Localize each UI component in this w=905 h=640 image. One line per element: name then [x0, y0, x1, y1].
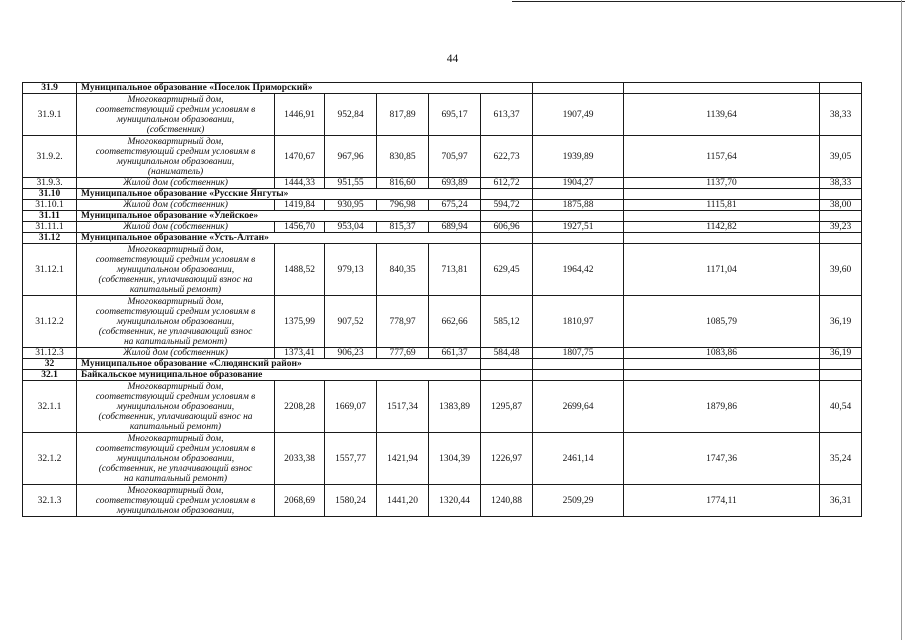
value-cell: 930,95	[325, 200, 377, 211]
value-cell: 1747,36	[624, 433, 820, 485]
description-line: (собственник, не уплачивающий взнос	[98, 326, 253, 337]
value-cell: 1139,64	[624, 94, 820, 136]
row-code: 32.1.3	[23, 485, 77, 517]
description-line: муниципальном образовании,	[116, 401, 235, 412]
value-cell: 1557,77	[325, 433, 377, 485]
table-body	[23, 83, 862, 517]
value-cell: 1488,52	[275, 244, 325, 296]
value-cell: 1157,64	[624, 136, 820, 178]
empty-cell	[481, 370, 533, 381]
section-header-row	[23, 233, 862, 244]
description-line: Жилой дом (собственник)	[123, 348, 228, 358]
value-cell: 38,33	[820, 178, 862, 189]
description-line: муниципальном образовании,	[116, 156, 235, 167]
description-line: соответствующий средним условиям в	[95, 104, 256, 115]
row-description	[77, 222, 275, 233]
description-line: соответствующий средним условиям в	[95, 254, 256, 265]
description-line: соответствующий средним условиям в	[95, 443, 256, 454]
value-cell: 36,19	[820, 296, 862, 348]
empty-cell	[820, 359, 862, 370]
empty-cell	[820, 370, 862, 381]
value-cell: 1441,20	[377, 485, 429, 517]
table-row	[23, 244, 862, 296]
value-cell: 840,35	[377, 244, 429, 296]
row-description	[77, 296, 275, 348]
row-code: 31.9.3.	[23, 178, 77, 189]
empty-cell	[624, 211, 820, 222]
row-code: 31.12.2	[23, 296, 77, 348]
value-cell: 1810,97	[533, 296, 624, 348]
table-row	[23, 178, 862, 189]
value-cell: 38,00	[820, 200, 862, 211]
value-cell: 36,31	[820, 485, 862, 517]
section-header-row	[23, 211, 862, 222]
value-cell: 1171,04	[624, 244, 820, 296]
value-cell: 1927,51	[533, 222, 624, 233]
section-title: Муниципальное образование «Слюдянский район»	[77, 359, 481, 370]
value-cell: 1373,41	[275, 348, 325, 359]
value-cell: 661,37	[429, 348, 481, 359]
description-line: капитальный ремонт)	[129, 421, 222, 432]
value-cell: 35,24	[820, 433, 862, 485]
value-cell: 906,23	[325, 348, 377, 359]
value-cell: 594,72	[481, 200, 533, 211]
description-line: соответствующий средним условиям в	[95, 495, 256, 506]
section-title: Муниципальное образование «Улейское»	[77, 211, 481, 222]
section-header-row	[23, 83, 862, 94]
tariff-table	[22, 82, 862, 517]
description-line: муниципальном образовании,	[116, 505, 235, 516]
value-cell: 713,81	[429, 244, 481, 296]
empty-cell	[533, 211, 624, 222]
description-line: (наниматель)	[147, 166, 204, 177]
value-cell: 1875,88	[533, 200, 624, 211]
description-line: соответствующий средним условиям в	[95, 391, 256, 402]
table-row	[23, 381, 862, 433]
value-cell: 1383,89	[429, 381, 481, 433]
value-cell: 2699,64	[533, 381, 624, 433]
value-cell: 1964,42	[533, 244, 624, 296]
value-cell: 1083,86	[624, 348, 820, 359]
scan-right-edge	[901, 0, 902, 640]
value-cell: 1580,24	[325, 485, 377, 517]
table-row	[23, 296, 862, 348]
value-cell: 39,05	[820, 136, 862, 178]
value-cell: 1774,11	[624, 485, 820, 517]
value-cell: 778,97	[377, 296, 429, 348]
value-cell: 1939,89	[533, 136, 624, 178]
value-cell: 39,23	[820, 222, 862, 233]
value-cell: 1304,39	[429, 433, 481, 485]
value-cell: 584,48	[481, 348, 533, 359]
value-cell: 2208,28	[275, 381, 325, 433]
value-cell: 951,55	[325, 178, 377, 189]
description-line: Жилой дом (собственник)	[123, 200, 228, 210]
description-line: Многоквартирный дом,	[127, 244, 224, 255]
value-cell: 1240,88	[481, 485, 533, 517]
empty-cell	[624, 233, 820, 244]
table-row	[23, 222, 862, 233]
description-line: муниципальном образовании,	[116, 453, 235, 464]
value-cell: 39,60	[820, 244, 862, 296]
empty-cell	[624, 370, 820, 381]
value-cell: 2033,38	[275, 433, 325, 485]
section-header-row	[23, 359, 862, 370]
value-cell: 662,66	[429, 296, 481, 348]
value-cell: 1470,67	[275, 136, 325, 178]
value-cell: 693,89	[429, 178, 481, 189]
value-cell: 953,04	[325, 222, 377, 233]
empty-cell	[533, 370, 624, 381]
table-row	[23, 348, 862, 359]
description-line: (собственник, уплачивающий взнос на	[98, 274, 253, 285]
empty-cell	[481, 359, 533, 370]
row-code: 31.9.1	[23, 94, 77, 136]
empty-cell	[481, 233, 533, 244]
description-line: муниципальном образовании,	[116, 114, 235, 125]
value-cell: 979,13	[325, 244, 377, 296]
row-code: 31.12.3	[23, 348, 77, 359]
value-cell: 689,94	[429, 222, 481, 233]
row-description	[77, 200, 275, 211]
scan-top-line	[512, 1, 905, 2]
section-title: Муниципальное образование «Усть-Алтан»	[77, 233, 481, 244]
value-cell: 1085,79	[624, 296, 820, 348]
row-description	[77, 433, 275, 485]
description-line: Многоквартирный дом,	[127, 94, 224, 105]
row-code: 31.12.1	[23, 244, 77, 296]
empty-cell	[624, 189, 820, 200]
value-cell: 585,12	[481, 296, 533, 348]
value-cell: 1446,91	[275, 94, 325, 136]
value-cell: 1444,33	[275, 178, 325, 189]
row-code: 31.11.1	[23, 222, 77, 233]
value-cell: 1807,75	[533, 348, 624, 359]
value-cell: 1375,99	[275, 296, 325, 348]
value-cell: 38,33	[820, 94, 862, 136]
description-line: Многоквартирный дом,	[127, 433, 224, 444]
value-cell: 1295,87	[481, 381, 533, 433]
value-cell: 796,98	[377, 200, 429, 211]
value-cell: 816,60	[377, 178, 429, 189]
value-cell: 36,19	[820, 348, 862, 359]
value-cell: 606,96	[481, 222, 533, 233]
section-header-row	[23, 189, 862, 200]
empty-cell	[820, 211, 862, 222]
empty-cell	[533, 189, 624, 200]
empty-cell	[820, 189, 862, 200]
empty-cell	[481, 189, 533, 200]
table-row	[23, 485, 862, 517]
empty-cell	[624, 359, 820, 370]
empty-cell	[820, 233, 862, 244]
description-line: муниципальном образовании,	[116, 316, 235, 327]
row-description	[77, 94, 275, 136]
value-cell: 695,17	[429, 94, 481, 136]
row-code: 32.1.1	[23, 381, 77, 433]
description-line: Жилой дом (собственник)	[123, 222, 228, 232]
section-code: 32.1	[23, 370, 77, 381]
section-code: 32	[23, 359, 77, 370]
description-line: (собственник, не уплачивающий взнос	[98, 463, 253, 474]
section-code: 31.11	[23, 211, 77, 222]
row-description	[77, 244, 275, 296]
section-title: Муниципальное образование «Поселок Приморский»	[77, 83, 533, 94]
table-row	[23, 433, 862, 485]
value-cell: 1669,07	[325, 381, 377, 433]
value-cell: 1904,27	[533, 178, 624, 189]
value-cell: 1137,70	[624, 178, 820, 189]
value-cell: 1907,49	[533, 94, 624, 136]
empty-cell	[624, 83, 820, 94]
row-description	[77, 178, 275, 189]
value-cell: 629,45	[481, 244, 533, 296]
description-line: Многоквартирный дом,	[127, 136, 224, 147]
description-line: соответствующий средним условиям в	[95, 306, 256, 317]
value-cell: 1456,70	[275, 222, 325, 233]
value-cell: 1142,82	[624, 222, 820, 233]
description-line: Многоквартирный дом,	[127, 381, 224, 392]
empty-cell	[533, 359, 624, 370]
value-cell: 622,73	[481, 136, 533, 178]
table-row	[23, 94, 862, 136]
section-code: 31.9	[23, 83, 77, 94]
value-cell: 1115,81	[624, 200, 820, 211]
section-code: 31.10	[23, 189, 77, 200]
page-number: 44	[446, 53, 459, 65]
description-line: капитальный ремонт)	[129, 284, 222, 295]
row-description	[77, 348, 275, 359]
value-cell: 2068,69	[275, 485, 325, 517]
value-cell: 675,24	[429, 200, 481, 211]
table-row	[23, 136, 862, 178]
value-cell: 1320,44	[429, 485, 481, 517]
value-cell: 952,84	[325, 94, 377, 136]
section-code: 31.12	[23, 233, 77, 244]
description-line: (собственник, уплачивающий взнос на	[98, 411, 253, 422]
description-line: Многоквартирный дом,	[127, 296, 224, 307]
value-cell: 830,85	[377, 136, 429, 178]
row-code: 32.1.2	[23, 433, 77, 485]
value-cell: 1419,84	[275, 200, 325, 211]
value-cell: 1879,86	[624, 381, 820, 433]
empty-cell	[481, 211, 533, 222]
value-cell: 2461,14	[533, 433, 624, 485]
row-description	[77, 136, 275, 178]
value-cell: 817,89	[377, 94, 429, 136]
empty-cell	[533, 233, 624, 244]
value-cell: 40,54	[820, 381, 862, 433]
section-title: Муниципальное образование «Русские Янгуты»	[77, 189, 481, 200]
description-line: на капитальный ремонт)	[123, 336, 228, 347]
value-cell: 967,96	[325, 136, 377, 178]
value-cell: 2509,29	[533, 485, 624, 517]
value-cell: 1517,34	[377, 381, 429, 433]
row-code: 31.9.2.	[23, 136, 77, 178]
value-cell: 612,72	[481, 178, 533, 189]
value-cell: 1226,97	[481, 433, 533, 485]
value-cell: 613,37	[481, 94, 533, 136]
description-line: Жилой дом (собственник)	[123, 178, 228, 188]
table-row	[23, 200, 862, 211]
value-cell: 777,69	[377, 348, 429, 359]
description-line: Многоквартирный дом,	[127, 485, 224, 496]
empty-cell	[820, 83, 862, 94]
section-title: Байкальское муниципальное образование	[77, 370, 481, 381]
description-line: (собственник)	[146, 124, 205, 135]
description-line: соответствующий средним условиям в	[95, 146, 256, 157]
empty-cell	[533, 83, 624, 94]
value-cell: 815,37	[377, 222, 429, 233]
value-cell: 907,52	[325, 296, 377, 348]
description-line: муниципальном образовании,	[116, 264, 235, 275]
row-description	[77, 485, 275, 517]
description-line: на капитальный ремонт)	[123, 473, 228, 484]
section-header-row	[23, 370, 862, 381]
value-cell: 1421,94	[377, 433, 429, 485]
value-cell: 705,97	[429, 136, 481, 178]
row-code: 31.10.1	[23, 200, 77, 211]
row-description	[77, 381, 275, 433]
